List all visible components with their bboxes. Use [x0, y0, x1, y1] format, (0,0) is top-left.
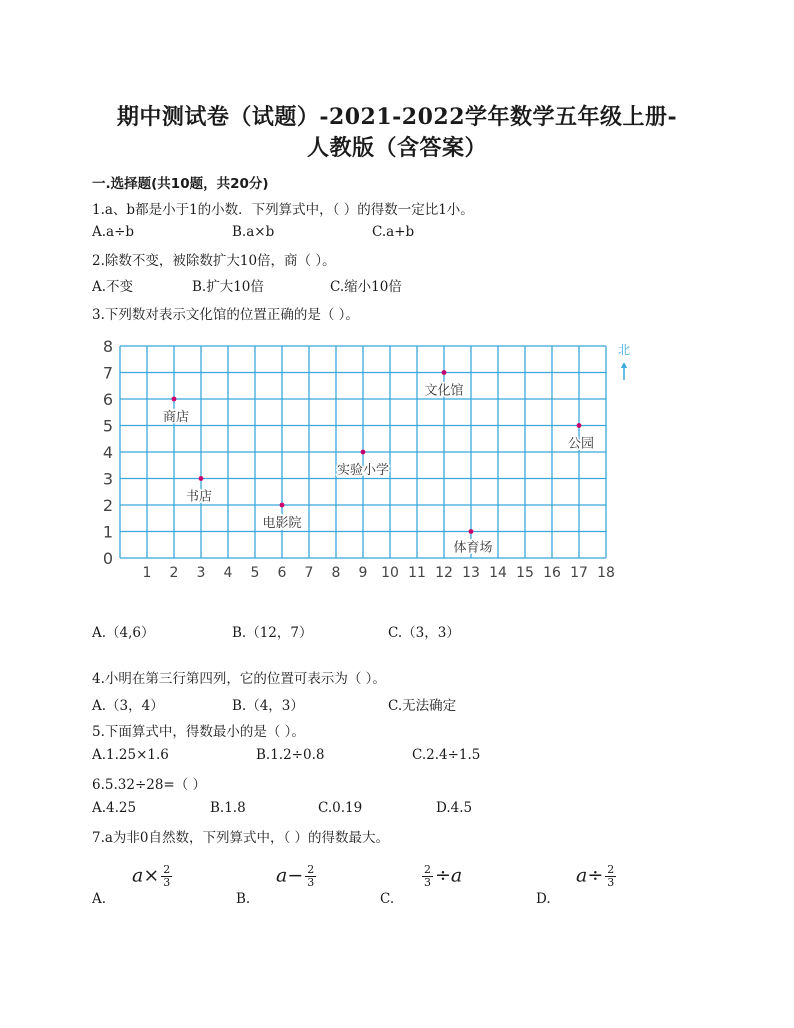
q7b-left: a	[276, 864, 288, 887]
q7-option-c-label: C.	[380, 891, 395, 907]
y-tick-label: 1	[102, 522, 114, 542]
q7-expr-d	[576, 864, 618, 889]
q7b-fraction	[305, 864, 316, 889]
q5-option-a: A.1.25×1.6	[92, 747, 169, 763]
y-tick-label: 4	[102, 443, 114, 462]
location-point	[361, 450, 366, 455]
q6-text: 6.5.32÷28=（ ）	[92, 777, 207, 793]
q7a-fraction	[161, 864, 172, 889]
q7c-num: 2	[424, 863, 431, 876]
q3-option-a: A.（4,6）	[92, 625, 155, 641]
title-line-2: 人教版（含答案）	[306, 135, 487, 161]
q7a-den: 3	[163, 876, 171, 889]
title-line-1: 期中测试卷（试题）-2021-2022学年数学五年级上册-	[116, 104, 678, 130]
north-arrowhead-icon	[621, 362, 627, 368]
q4-option-c: C.无法确定	[388, 698, 457, 714]
location-point	[172, 397, 177, 402]
x-tick-label: 17	[570, 565, 588, 581]
q7-expr-c	[420, 864, 462, 889]
q4-option-a: A.（3，4）	[92, 698, 164, 714]
q7b-num: 2	[307, 863, 315, 876]
q7c-den: 3	[424, 876, 431, 889]
q3-option-b: B.（12，7）	[232, 625, 313, 641]
q7a-left: a	[132, 864, 144, 887]
q1-option-c: C.a+b	[372, 224, 415, 240]
q7b-op: −	[287, 864, 304, 887]
location-label: 体育场	[453, 540, 493, 556]
q7c-right: a	[450, 864, 463, 887]
north-label: 北	[617, 343, 631, 357]
coordinate-grid-map	[92, 334, 652, 594]
q1-text: 1.a、b都是小于1的小数．下列算式中，（ ）的得数一定比1小。	[92, 202, 474, 218]
q6-option-d: D.4.5	[436, 800, 473, 816]
q5-option-c: C.2.4÷1.5	[412, 747, 481, 763]
x-tick-label: 12	[435, 565, 453, 581]
location-point	[577, 423, 582, 428]
q7c-op: ÷	[435, 864, 451, 887]
location-label: 实验小学	[336, 463, 390, 478]
q7d-op: ÷	[587, 864, 604, 887]
y-tick-label: 2	[102, 496, 114, 515]
q7a-num: 2	[163, 863, 171, 876]
x-tick-label: 1	[142, 565, 152, 581]
q2-option-b: B.扩大10倍	[192, 279, 264, 295]
location-label: 书店	[185, 489, 213, 505]
x-tick-label: 10	[381, 565, 399, 581]
q6-option-b: B.1.8	[210, 800, 246, 816]
x-tick-label: 7	[304, 565, 314, 581]
x-tick-label: 16	[543, 565, 561, 581]
y-tick-label: 7	[102, 363, 114, 383]
x-tick-label: 13	[462, 565, 480, 581]
x-tick-label: 11	[408, 565, 426, 581]
q7d-fraction	[605, 864, 616, 889]
q7-expr-a	[132, 864, 174, 889]
location-label: 电影院	[262, 516, 302, 531]
q3-text: 3.下列数对表示文化馆的位置正确的是（ ）。	[92, 307, 359, 323]
location-point	[469, 529, 474, 534]
x-tick-label: 15	[516, 565, 534, 581]
y-tick-label: 8	[102, 337, 114, 356]
q7-expr-b	[276, 864, 318, 889]
q7c-fraction	[422, 864, 433, 889]
section-heading: 一.选择题(共10题，共20分)	[92, 176, 269, 192]
location-point	[199, 476, 204, 481]
location-label: 商店	[162, 410, 190, 425]
q1-option-b: B.a×b	[232, 224, 275, 240]
q2-text: 2.除数不变，被除数扩大10倍，商（ ）。	[92, 253, 336, 269]
q6-option-c: C.0.19	[318, 800, 363, 816]
q7-option-d-label: D.	[536, 891, 551, 907]
y-tick-label: 3	[102, 469, 114, 489]
y-tick-label: 0	[102, 549, 114, 568]
location-point	[280, 503, 285, 508]
q3-option-c: C.（3，3）	[388, 625, 460, 641]
q7d-left: a	[576, 864, 588, 887]
q5-option-b: B.1.2÷0.8	[256, 747, 325, 763]
q7d-num: 2	[607, 863, 615, 876]
q7-text: 7.a为非0自然数，下列算式中，（ ）的得数最大。	[92, 830, 390, 846]
location-label: 公园	[567, 436, 595, 452]
q7b-den: 3	[307, 876, 315, 889]
q7d-den: 3	[607, 876, 615, 889]
x-tick-label: 5	[250, 565, 260, 581]
x-tick-label: 8	[331, 565, 341, 581]
x-tick-label: 6	[277, 565, 287, 581]
x-tick-label: 18	[597, 565, 615, 581]
q7-option-a-label: A.	[92, 891, 107, 907]
x-tick-label: 2	[169, 565, 179, 581]
x-tick-label: 4	[223, 565, 233, 581]
x-tick-label: 3	[196, 565, 206, 581]
x-tick-label: 9	[358, 565, 368, 581]
q1-option-a: A.a÷b	[92, 224, 135, 240]
y-tick-label: 6	[102, 390, 114, 409]
x-tick-label: 14	[489, 565, 507, 581]
q7-option-b-label: B.	[236, 891, 251, 907]
q2-option-a: A.不变	[92, 279, 134, 295]
q7a-op: ×	[143, 864, 160, 887]
y-tick-label: 5	[102, 416, 114, 436]
location-label: 文化馆	[424, 383, 464, 399]
location-point	[442, 370, 447, 375]
q5-text: 5.下面算式中，得数最小的是（ ）。	[92, 724, 305, 740]
q4-option-b: B.（4，3）	[232, 698, 304, 714]
q2-option-c: C.缩小10倍	[330, 279, 402, 295]
q6-option-a: A.4.25	[92, 800, 137, 816]
q4-text: 4.小明在第三行第四列，它的位置可表示为（ ）。	[92, 671, 386, 687]
